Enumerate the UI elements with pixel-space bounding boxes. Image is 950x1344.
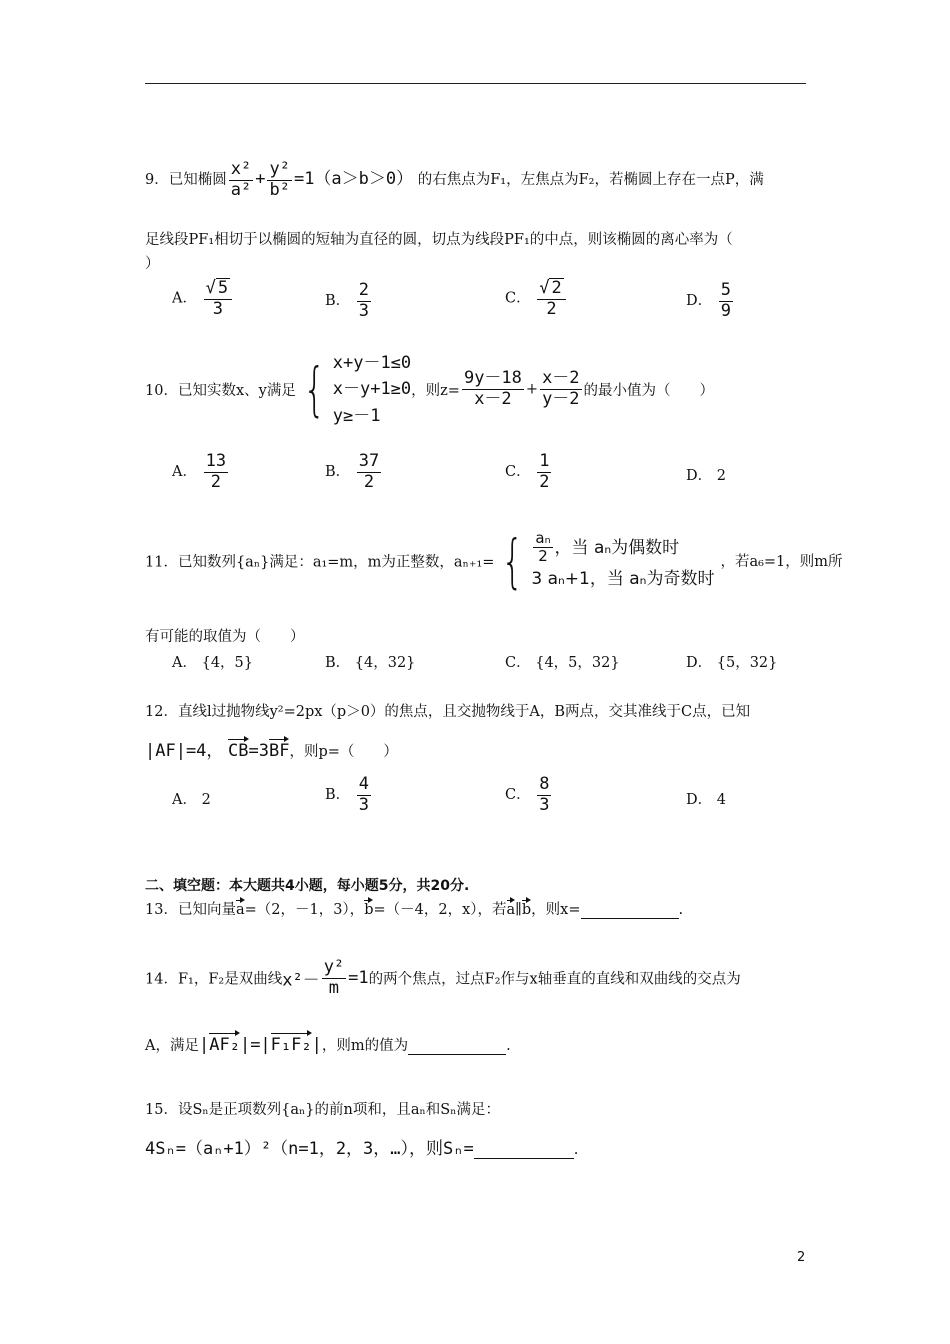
q9-option-c: C． $\frac{√ 2}{2}$	[505, 278, 568, 319]
q14-vector-f1f2: F₁F₂	[270, 1035, 312, 1055]
q15-formula: 4Sₙ=（aₙ+1）²（n=1，2，3，…），则Sₙ=	[145, 1139, 474, 1159]
q13-answer-blank[interactable]	[581, 902, 679, 919]
q10-option-a: A． $\frac{13}{2}$	[172, 451, 227, 492]
q10-option-d: D． 2	[686, 468, 726, 484]
q13-vector-a: a	[235, 902, 245, 918]
q11-line1	[145, 526, 843, 595]
q9-line2: 足线段PF₁相切于以椭圆的短轴为直径的圆，切点为线段PF₁的中点，则该椭圆的离心率为（	[145, 232, 733, 248]
q9-prefix: 9．已知椭圆	[145, 172, 227, 189]
q10-suffix: 的最小值为（ ）	[583, 383, 715, 400]
q14-line1: 14．F₁，F₂是双曲线x²－ $\frac{\text{y²}}{m}$ =1的两个焦点，过点F₂作与x轴垂直的直线和双曲线的交点为	[145, 957, 741, 998]
q9-option-d: D． $\frac{5}{9}$	[686, 280, 731, 321]
q11-option-a: A． {4，5}	[172, 655, 253, 671]
q9-frac-x: $\frac{\text{x²}}{\text{a²}}$	[230, 159, 252, 200]
q12-vector-cb: CB	[228, 741, 249, 761]
q11-prefix: 11．已知数列{aₙ}满足：a₁=m，m为正整数，aₙ₊₁=	[145, 554, 495, 571]
q10-frac1: $\frac{9y-18}{x-2}$	[463, 368, 522, 410]
q12-suffix: ，则p=（ ）	[289, 744, 398, 760]
q13-line: 13．已知向量a=（2，－1，3），b=（－4，2，x），若a∥b，则x= .	[145, 902, 684, 918]
q12-line1: 12．直线l过抛物线y²=2px（p＞0）的焦点，且交抛物线于A，B两点，交其准线于C点，已知	[145, 704, 751, 720]
q14-suffix: 的两个焦点，过点F₂作与x轴垂直的直线和双曲线的交点为	[368, 971, 741, 988]
q11-cases: $\frac{\text{aₙ}}{2}$ ，当 aₙ为偶数时 3 aₙ+1，当 aₙ为奇数时	[531, 529, 715, 589]
q12-af: |AF|=4，	[145, 741, 224, 761]
q15-line2: 4Sₙ=（aₙ+1）²（n=1，2，3，…），则Sₙ= .	[145, 1139, 579, 1159]
q14-frac: $\frac{\text{y²}}{m}$	[323, 957, 345, 998]
q10-frac2: $\frac{x-2}{y-2}$	[542, 368, 580, 410]
q12-option-d: D． 4	[686, 792, 726, 808]
q9-line3: ）	[145, 256, 160, 272]
q10-system: x+y－1≤0 x－y+1≥0 y≥－1	[332, 353, 412, 426]
q12-option-a: A． 2	[172, 792, 211, 808]
section-heading: 二、填空题：本大题共4小题，每小题5分，共20分.	[145, 878, 470, 894]
q11-option-b: B． {4，32}	[325, 655, 416, 671]
q12-line2: |AF|=4， CB=3BF，则p=（ ）	[145, 741, 398, 761]
page-number: 2	[797, 1250, 806, 1265]
q12-option-c: C． $\frac{8}{3}$	[505, 774, 550, 815]
q14-line2: A，满足|AF₂|=|F₁F₂|，则m的值为 .	[145, 1035, 511, 1055]
q14-answer-blank[interactable]	[408, 1038, 506, 1055]
q9-option-a: A． $\frac{√ 5}{3}$	[172, 278, 234, 319]
q12-vector-bf: BF	[269, 741, 290, 761]
q11-line2: 有可能的取值为（ ）	[145, 629, 305, 645]
q10-option-b: B． $\frac{37}{2}$	[325, 451, 380, 492]
q10-prefix: 10．已知实数x、y满足	[145, 383, 296, 400]
q9-option-b: B． $\frac{2}{3}$	[325, 280, 370, 321]
q11-option-d: D． {5，32}	[686, 655, 778, 671]
q15-answer-blank[interactable]	[474, 1142, 574, 1159]
q9-eq-rest: =1（a＞b＞0）	[293, 169, 414, 190]
q10-option-c: C． $\frac{1}{2}$	[505, 451, 550, 492]
q10-brace: {	[303, 355, 326, 424]
q15-line1: 15．设Sₙ是正项数列{aₙ}的前n项和，且aₙ和Sₙ满足：	[145, 1102, 500, 1118]
q14-vector-af2: AF₂	[209, 1035, 240, 1055]
q9-line1: 9．已知椭圆 $\frac{\text{x²}}{\text{a²}}$ + $\frac{\text{y²}}{\text{b²}}$ =1（a＞b＞0） 的右焦点为F₁，左焦点为F₂，若椭圆上存在一点P，满	[145, 159, 764, 200]
q9-frac-y: $\frac{\text{y²}}{\text{b²}}$	[269, 159, 290, 200]
q10-line: 10．已知实数x、y满足 { x+y－1≤0 x－y+1≥0 y≥－1 ，则z= $\frac{9y-18}{x-2}$ + $\frac{x-2}{y-2}$ 的最小值为（ ）	[145, 350, 714, 429]
q11-suffix: ，若a₆=1，则m所	[720, 554, 843, 571]
q13-vector-b: b	[364, 902, 374, 918]
q12-option-b: B． $\frac{4}{3}$	[325, 774, 370, 815]
q11-option-c: C． {4，5，32}	[505, 655, 620, 671]
header-rule	[145, 83, 806, 84]
q9-suffix: 的右焦点为F₁，左焦点为F₂，若椭圆上存在一点P，满	[417, 172, 764, 189]
q11-brace: {	[501, 526, 524, 595]
